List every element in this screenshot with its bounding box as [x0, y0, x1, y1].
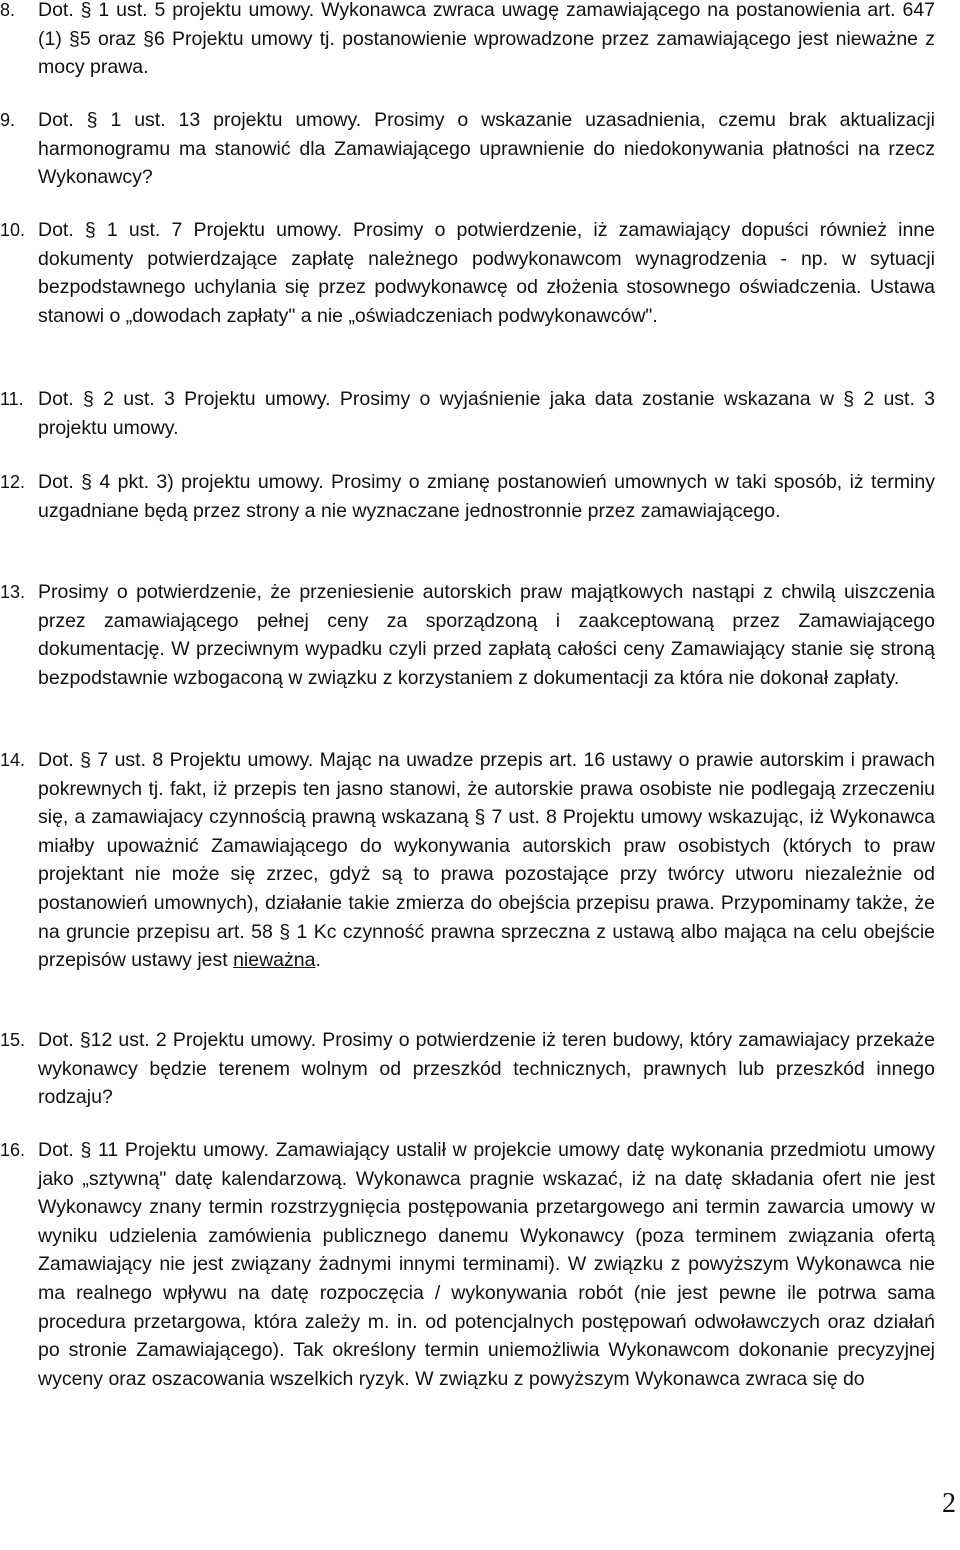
item-text: Prosimy o potwierdzenie, że przeniesienie autorskich praw majątkowych nastąpi z chwilą uiszczenia przez zamawiającego pełnej ceny za sporządzoną i zaakceptowaną przez Zamawiającego dokumentację. W przeciwnym wypadku czyli przed zapłatą całości ceny Zamawiający stanie się stroną bezpodstawnie wzbogaconą w związku z korzystaniem z dokumentacji za która nie dokonał zapłaty. — [38, 581, 935, 689]
item-number: 12. — [0, 472, 26, 492]
item-text: Dot. § 1 ust. 7 Projektu umowy. Prosimy o potwierdzenie, iż zamawiający dopuści również inne dokumenty potwierdzające zapłatę należnego podwykonawcom wynagrodzenia - np. w sytuacji bezpodstawnego uchylania się przez podwykonawcę od złożenia stosownego oświadczenia. Ustawa stanowi o „dowodach zapłaty" a nie „oświadczeniach podwykonawców". — [38, 219, 935, 327]
list-item — [0, 216, 935, 330]
item-number: 11. — [0, 389, 24, 409]
item-text: Dot. § 4 pkt. 3) projektu umowy. Prosimy o zmianę postanowień umownych w taki sposób, iż terminy uzgadniane będą przez strony a nie wyznaczane jednostronnie przez zamawiającego. — [38, 471, 935, 522]
list-item — [0, 578, 935, 692]
list-item — [0, 1136, 935, 1393]
underlined-word: nieważna — [233, 949, 316, 972]
page-number: 2 — [942, 1488, 956, 1519]
item-text: Dot. § 1 ust. 5 projektu umowy. Wykonawca zwraca uwagę zamawiającego na postanowienia art. 647 (1) §5 oraz §6 Projektu umowy tj. postanowienie wprowadzone przez zamawiającego jest nieważne z mocy prawa. — [38, 0, 935, 79]
item-text: Dot. § 1 ust. 13 projektu umowy. Prosimy o wskazanie uzasadnienia, czemu brak aktualizacji harmonogramu ma stanowić dla Zamawiającego uprawnienie do niedokonywania płatności na rzecz Wykonawcy? — [38, 109, 935, 189]
item-number: 8. — [0, 0, 16, 20]
item-text: Dot. § 2 ust. 3 Projektu umowy. Prosimy o wyjaśnienie jaka data zostanie wskazana w § 2 ust. 3 projektu umowy. — [38, 388, 935, 439]
item-text: Dot. § 11 Projektu umowy. Zamawiający ustalił w projekcie umowy datę wykonania przedmiotu umowy jako „sztywną" datę kalendarzową. Wykonawca pragnie wskazać, iż na datę składania ofert nie jest Wykonawcy znany termin rozstrzygnięcia postępowania przetargowego ani termin zawarcia umowy w wyniku udzielenia zamówienia publicznego danemu Wykonawcy (poza terminem związania ofertą Zamawiający nie jest związany żadnymi innymi terminami). W związku z powyższym Wykonawca nie ma realnego wpływu na datę rozpoczęcia / wykonywania robót (nie jest pewne ile potrwa sama procedura przetargowa, która zależy m. in. od potencjalnych postępowań odwoławczych oraz działań po stronie Zamawiającego). Tak określony termin uniemożliwia Wykonawcom dokonanie precyzyjnej wyceny oraz oszacowania wszelkich ryzyk. W związku z powyższym Wykonawca zwraca się do — [38, 1139, 935, 1390]
list-item — [0, 385, 935, 442]
item-number: 9. — [0, 110, 16, 130]
list-item — [0, 0, 935, 82]
item-number: 15. — [0, 1030, 26, 1050]
list-item — [0, 468, 935, 525]
list-item — [0, 106, 935, 192]
item-number: 14. — [0, 750, 26, 770]
item-number: 10. — [0, 220, 26, 240]
item-text: Dot. § 7 ust. 8 Projektu umowy. Mając na uwadze przepis art. 16 ustawy o prawie autorskim i prawach pokrewnych tj. fakt, iż przepis ten jasno stanowi, że autorskie prawa osobiste nie podlegają zrzeczeniu się, a zamawiajacy czynnością prawną wskazaną § 7 ust. 8 Projektu umowy wskazując, iż Wykonawca miałby upoważnić Zamawiającego do wykonywania autorskich praw osobistych (których to praw projektant nie może się zrzec, gdyż są to prawa pozostające przy twórcy utworu niezależnie od postanowień umownych), działanie takie zmierza do obejścia przepisu prawa. Przypominamy także, że na gruncie przepisu art. 58 § 1 Kc czynność prawna sprzeczna z ustawą albo mająca na celu obejście przepisów ustawy jest nieważna. — [38, 749, 935, 972]
list-item — [0, 746, 935, 975]
item-number: 13. — [0, 582, 26, 602]
item-text: Dot. §12 ust. 2 Projektu umowy. Prosimy o potwierdzenie iż teren budowy, który zamawiajacy przekaże wykonawcy będzie terenem wolnym od przeszkód technicznych, prawnych lub przeszkód innego rodzaju? — [38, 1029, 935, 1109]
item-number: 16. — [0, 1140, 26, 1160]
list-item — [0, 1026, 935, 1112]
